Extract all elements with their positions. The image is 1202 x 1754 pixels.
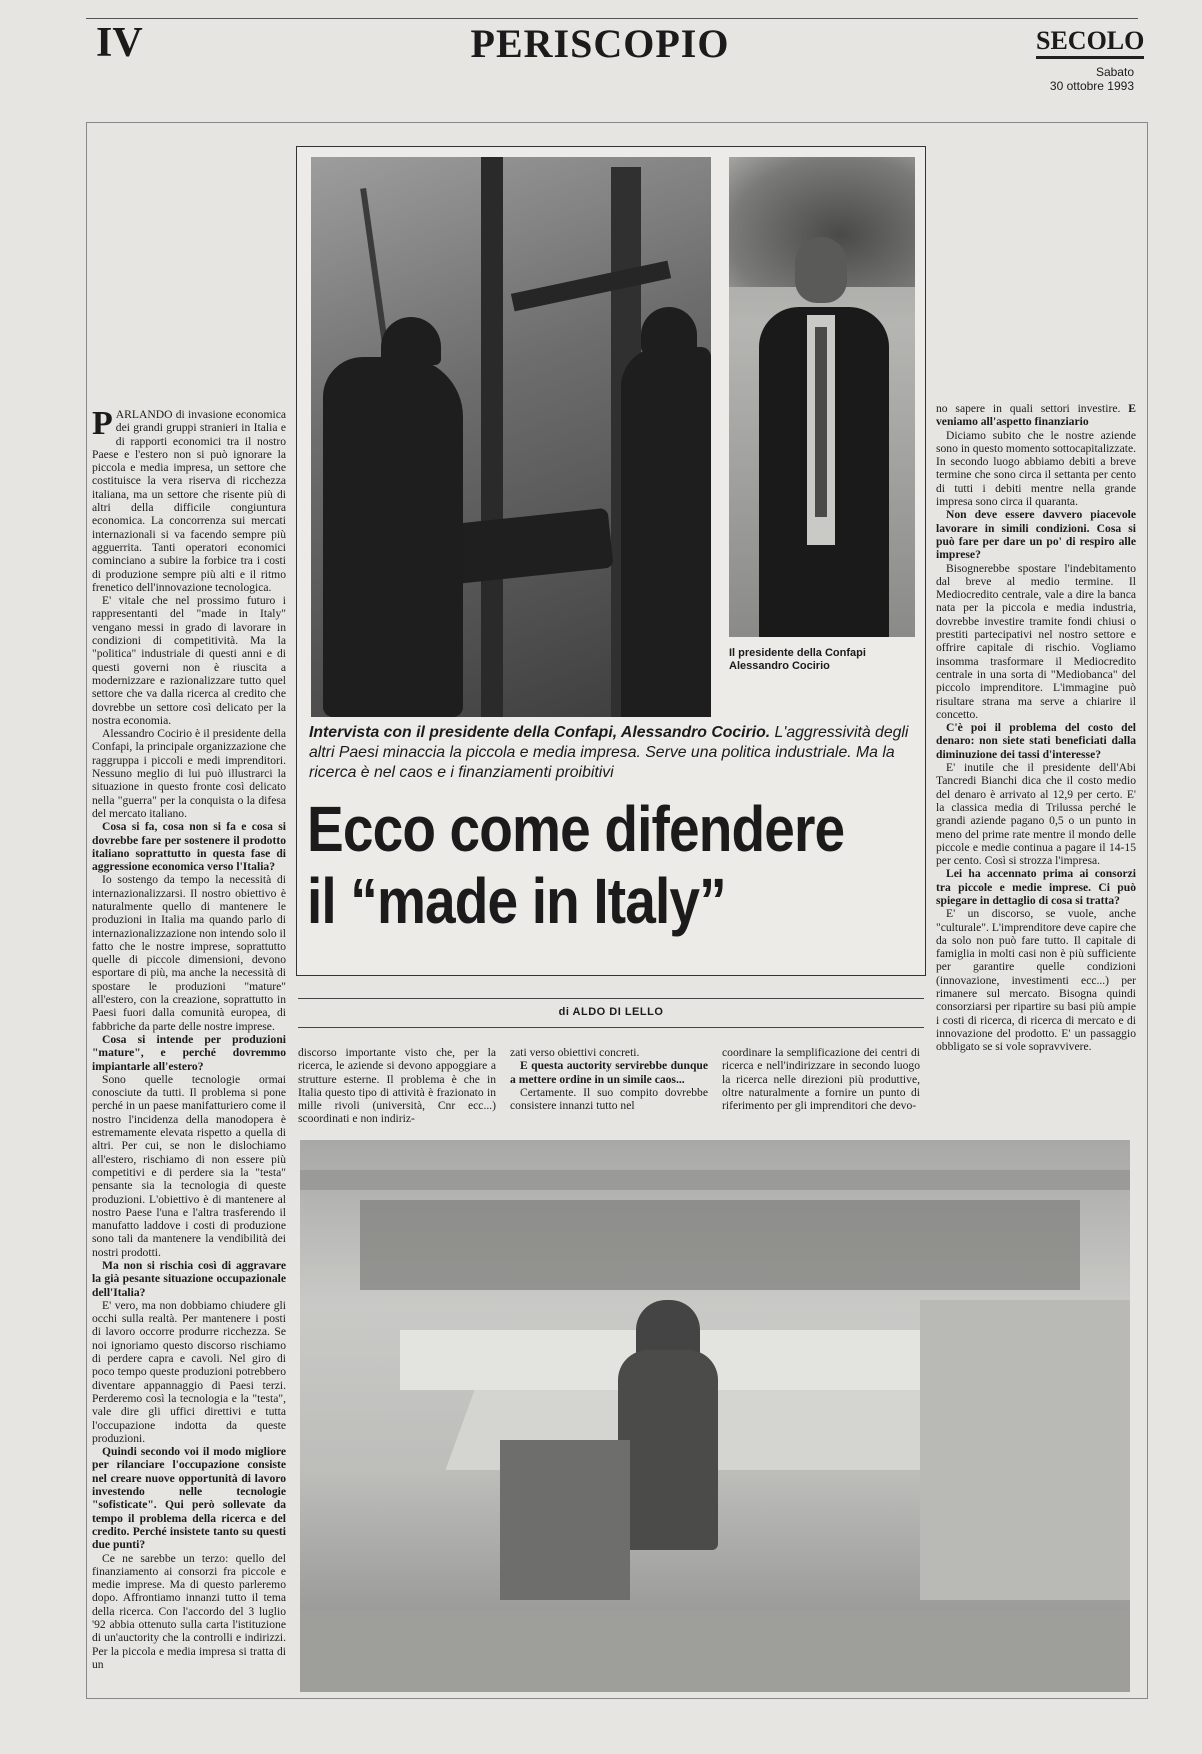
right-column-paragraph bbox=[936, 761, 1136, 867]
byline: di ALDO DI LELLO bbox=[558, 1006, 664, 1018]
left-column-text: E' vitale che nel prossimo futuro i rappresentanti del "made in Italy" vengano messi in grado di lavorare in condizioni di competitività. Ma la "politica" industriale di questi anni e di questi governi non è riuscita a modernizzare e razionalizzare tutto quel settore che va dalla ricerca al credito che dovrebbe un settore così delicato per la nostra economia. bbox=[92, 594, 286, 727]
feature-box bbox=[296, 146, 926, 976]
left-column-text: ARLANDO di invasione economica dei grandi gruppi stranieri in Italia e di rapporti economici tra il nostro Paese e l'estero non si può ignorare la piccola e media impresa, un settore che costituisce la vera riserva di ricchezza italiana, ma un settore che risente più di altri della difficile congiuntura economica. La concorrenza sui mercati internazionali si va facendo sempre più agguerrita. Tanti operatori economici cominciano a subire la forbice tra i costi di produzione sempre più alti e il ritmo frenetico dell'innovazione tecnologica. bbox=[92, 408, 286, 594]
left-column-paragraph bbox=[92, 408, 286, 594]
left-column-paragraph bbox=[92, 1299, 286, 1445]
left-column-text: Io sostengo da tempo la necessità di internazionalizzarsi. Il nostro obiettivo è naturalmente quello di mantenere le produzioni in Italia ma quando parlo di internazionalizzazione non intendo solo il fatto che le nostre imprese, soprattutto quelle di piccole dimensioni, devono esportare di più, ma anche la necessità di spostare le produzioni "mature" all'estero, con la creazione, soprattutto in Paesi fuori dalla comunità europea, di fabbriche da parte delle nostre imprese. bbox=[92, 873, 286, 1033]
workers-photo bbox=[311, 157, 711, 717]
left-column-text: Ma non si rischia così di aggravare la già pesante situazione occupazionale dell'Italia? bbox=[92, 1259, 286, 1299]
mid-column-2-text: zati verso obiettivi concreti. bbox=[510, 1046, 640, 1059]
portrait-photo bbox=[729, 157, 915, 637]
header-rule bbox=[86, 18, 1138, 19]
right-column-question bbox=[936, 721, 1136, 761]
left-column-text: Cosa si intende per produzioni "mature", e perché dovremmo impiantarle all'estero? bbox=[92, 1032, 286, 1073]
headline-line2: il “made in Italy” bbox=[307, 865, 726, 937]
right-column bbox=[936, 402, 1136, 1130]
portrait-caption-line2: Alessandro Cocirio bbox=[729, 660, 830, 672]
left-column-text: Quindi secondo voi il modo migliore per rilanciare l'occupazione consiste nel creare nuove opportunità di lavoro investendo nelle tecnologie "sofisticate". Qui però sollevate da tempo il problema della ricerca e del credito. Perché insistete tanto su questi due punti? bbox=[92, 1445, 286, 1552]
mid-column-1-text: discorso importante visto che, per la ricerca, le aziende si devono appoggiare a strutture esterne. Il problema è che in Italia questo tipo di attività è frazionato in mille rivoli (università, Cnr ecc...) scoordinati e non indiriz- bbox=[298, 1046, 496, 1126]
right-column-paragraph bbox=[936, 402, 1136, 429]
factory-photo bbox=[300, 1140, 1130, 1692]
section-title: PERISCOPIO bbox=[470, 21, 730, 66]
left-column-text: Sono quelle tecnologie ormai conosciute da tutti. Il problema si pone perché in un paese manifatturiero come il nostro l'incidenza della manodopera è estremamente elevata rispetto a quella di altri. Per cui, se non le dislochiamo all'estero, rischiamo di non essere più competitivi e di perdere sia la "testa" pensante sia la tecnologia di queste produzioni. L'obiettivo è di mantenere al nostro Paese l'una e l'altra trasferendo il manufatto laddove i costi di produzione sono tali da mantenere la vendibilità dei nostri prodotti. bbox=[92, 1072, 286, 1259]
issue-date-text: 30 ottobre 1993 bbox=[1049, 78, 1134, 93]
right-column-paragraph bbox=[936, 562, 1136, 722]
issue-date bbox=[1030, 66, 1134, 94]
right-column-text: E veniamo all'aspetto finanziario bbox=[936, 402, 1136, 429]
right-column-paragraph bbox=[936, 429, 1136, 509]
drop-cap: P bbox=[92, 408, 113, 442]
left-column-paragraph bbox=[92, 873, 286, 1033]
left-column bbox=[92, 408, 286, 1694]
intro-caption-lead: Intervista con il presidente della Confapi, Alessandro Cocirio. bbox=[309, 724, 771, 741]
right-column-text: E' inutile che il presidente dell'Abi Tancredi Bianchi dica che il costo medio del denaro è arrivato al 12,9 per certo. E' la classica media di Trilussa perché le grandi aziende pagano 0,5 o un punto in meno del prime rate mentre il mondo delle piccole e medie continua a pagare il 14-15 per cento. Così si strozza l'impresa. bbox=[936, 761, 1136, 868]
mid-column-3 bbox=[722, 1046, 920, 1112]
headline-line1: Ecco come difendere bbox=[307, 793, 845, 865]
left-column-question bbox=[92, 1259, 286, 1299]
mid-column-2 bbox=[510, 1046, 708, 1112]
right-column-question bbox=[936, 867, 1136, 907]
intro-caption bbox=[309, 723, 913, 783]
left-column-text: Ce ne sarebbe un terzo: quello del finanziamento ai consorzi fra piccole e medie imprese. Ma di questo parleremo dopo. Affrontiamo innanzi tutto il tema della ricerca. Con l'accordo del 3 luglio '92 abbia ottenuto sulla carta l'istituzione di un'auctority che la controlli e indirizzi. Per la piccola e media impresa si tratta di un bbox=[92, 1551, 286, 1671]
right-column-question bbox=[936, 508, 1136, 561]
left-column-paragraph bbox=[92, 1552, 286, 1672]
left-column-paragraph bbox=[92, 1073, 286, 1259]
portrait-caption-line1: Il presidente della Confapi bbox=[729, 647, 866, 659]
right-column-text: Bisognerebbe spostare l'indebitamento dal breve al medio termine. Il Mediocredito centrale, vale a dire la banca nata per la piccola e media industria, dovrebbe investire tramite fondi chiusi o prestiti partecipativi nel nostro settore e offrire capitale di rischio. Vogliamo insomma trasformare il Mediocredito centrale in una sorta di "Mediobanca" del piccolo imprenditore. L'immagine può risultare strana ma serve a chiarire il concetto. bbox=[936, 561, 1136, 721]
left-column-question bbox=[92, 1445, 286, 1551]
page-number: IV bbox=[96, 20, 143, 66]
issue-day: Sabato bbox=[1095, 65, 1134, 79]
right-column-paragraph bbox=[936, 907, 1136, 1053]
right-column-text: E' un discorso, se vuole, anche "culturale". L'imprenditore deve capire che da solo non può fare tutto. Il capitale di famiglia in molti casi non è più sufficiente per garantire quelle condizioni (innovazione, investimenti ecc...) per rimanere sul mercato. Bisogna quindi consorziarsi per ripartire su basi più ampie i costi di ricerca, di ricerca di mercato e di innovazione del prodotto. E' un passaggio obbligato se si vole sopravvivere. bbox=[936, 907, 1136, 1054]
right-column-text: Non deve essere davvero piacevole lavorare in simili condizioni. Cosa si può fare per dare un po' di respiro alle imprese? bbox=[936, 508, 1136, 562]
byline-rule-bottom bbox=[298, 1027, 924, 1028]
left-column-question bbox=[92, 820, 286, 873]
newspaper-logo: SECOLO bbox=[1036, 28, 1144, 59]
portrait-caption bbox=[729, 647, 915, 673]
right-column-text: Diciamo subito che le nostre aziende sono in questo momento sottocapitalizzate. In secondo luogo abbiamo debiti a breve termine che sono circa il settanta per cento di tutti i debiti mentre nella grande impresa sono circa il quaranta. bbox=[936, 428, 1136, 509]
mid-column-1 bbox=[298, 1046, 496, 1126]
left-column-paragraph bbox=[92, 727, 286, 820]
left-column-text: E' vero, ma non dobbiamo chiudere gli occhi sulla realtà. Per mantenere i posti di lavoro occorre produrre ricchezza. Se noi ignoriamo questo discorso rischiamo di perdere capra e cavoli. Nel giro di poco tempo queste produzioni potrebbero diventare appannaggio di Paesi terzi. Perderemo così la tecnologia e la "testa", vale dire gli uffici direttivi e tutta l'occupazione indotta da queste produzioni. bbox=[92, 1298, 286, 1445]
mid-column-2-answer: Certamente. Il suo compito dovrebbe consistere innanzi tutto nel bbox=[510, 1085, 708, 1113]
mid-column-2-question: E questa auctority servirebbe dunque a mettere ordine in un simile caos... bbox=[510, 1059, 708, 1086]
intro-caption-text: L'aggressività degli altri Paesi minaccia la piccola e media impresa. Serve una politica industriale. Ma la ricerca è nel caos e i finanziamenti proibitivi bbox=[309, 724, 909, 781]
left-column-text: Alessandro Cocirio è il presidente della Confapi, la principale organizzazione che raggruppa i piccoli e medi imprenditori. Nessuno meglio di lui può illustrarci la situazione in questo fronte così delicato nella "guerra" per la conquista o la difesa del mercato italiano. bbox=[92, 727, 286, 820]
headline bbox=[307, 793, 844, 937]
left-column-question bbox=[92, 1033, 286, 1073]
right-column-text: Lei ha accennato prima ai consorzi tra piccole e medie imprese. Ci può spiegare in dettaglio di cosa si tratta? bbox=[936, 867, 1136, 907]
left-column-text: Cosa si fa, cosa non si fa e cosa si dovrebbe fare per sostenere il prodotto italiano soprattutto in questa fase di aggressione economica verso l'Italia? bbox=[92, 820, 286, 874]
right-column-text: C'è poi il problema del costo del denaro: non siete stati beneficiati dalla diminuzione dei tassi d'interesse? bbox=[936, 721, 1136, 761]
left-column-paragraph bbox=[92, 594, 286, 727]
byline-rule-top bbox=[298, 998, 924, 999]
right-column-text: no sapere in quali settori investire. bbox=[936, 402, 1121, 415]
mid-column-3-text: coordinare la semplificazione dei centri di ricerca e nell'indirizzare in secondo luogo la ricerca nelle direzioni più produttive, oltre naturalmente a fornire un punto di riferimento per gli imprenditori che devo- bbox=[722, 1046, 920, 1113]
